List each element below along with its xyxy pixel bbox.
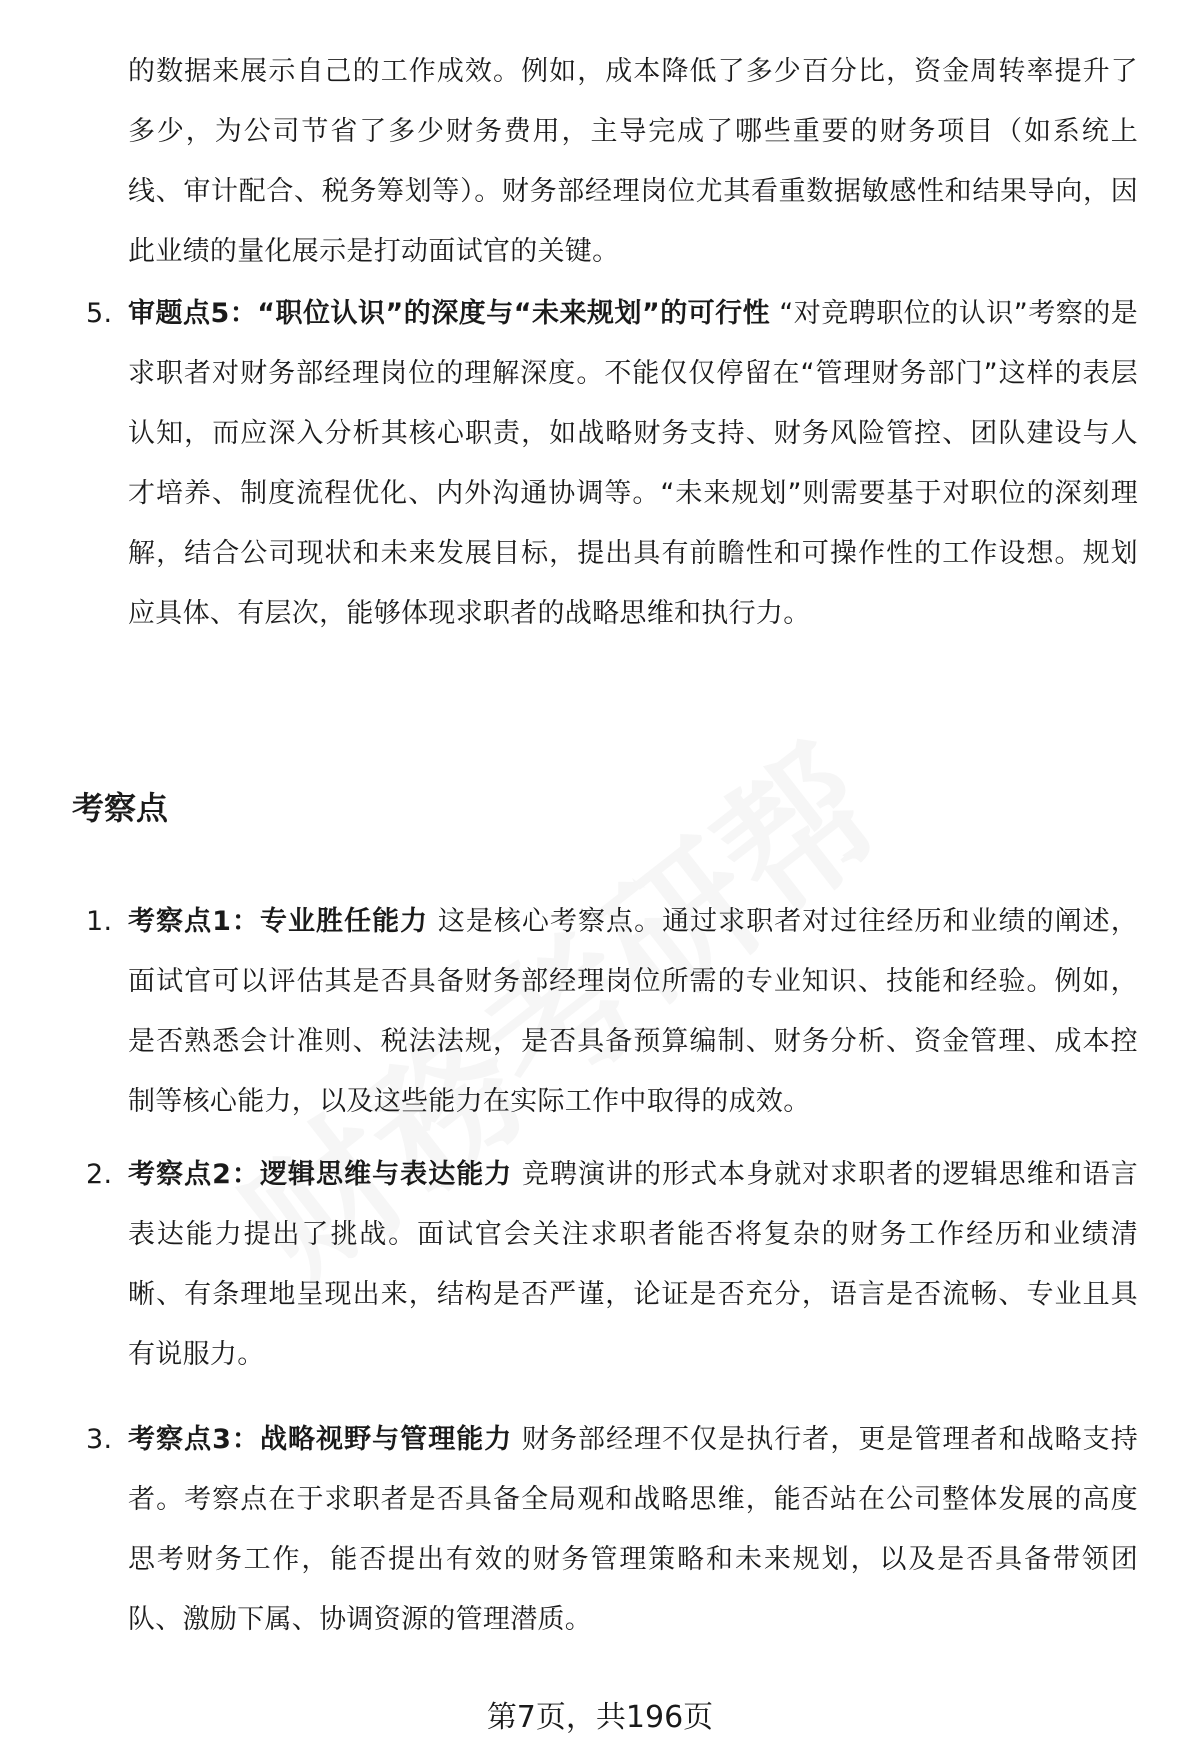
- list-item-body: [128, 892, 1138, 1132]
- list-item-body: [128, 1145, 1138, 1385]
- list-item-3: [86, 1410, 1138, 1650]
- list-number: 2.: [86, 1159, 113, 1190]
- list-item-text: 这是核心考察点。通过求职者对过往经历和业绩的阐述，面试官可以评估其是否具备财务部经理岗位所需的专业知识、技能和经验。例如，是否熟悉会计准则、税法法规，是否具备预算编制、财务分析、资金管理、成本控制等核心能力，以及这些能力在实际工作中取得的成效。: [128, 906, 1138, 1117]
- list-item-text: “对竞聘职位的认识”考察的是求职者对财务部经理岗位的理解深度。不能仅仅停留在“管理财务部门”这样的表层认知，而应深入分析其核心职责，如战略财务支持、财务风险管控、团队建设与人才培养、制度流程优化、内外沟通协调等。“未来规划”则需要基于对职位的深刻理解，结合公司现状和未来发展目标，提出具有前瞻性和可操作性的工作设想。规划应具体、有层次，能够体现求职者的战略思维和执行力。: [128, 298, 1138, 629]
- list-item-5: [86, 284, 1138, 644]
- list-item-lead: 考察点3：战略视野与管理能力: [128, 1424, 513, 1455]
- list-item-lead: 考察点2：逻辑思维与表达能力: [128, 1159, 513, 1190]
- list-item-body: [128, 284, 1138, 644]
- list-number: 3.: [86, 1424, 113, 1455]
- page-footer: 第7页，共196页: [486, 1700, 714, 1735]
- list-number: 5.: [86, 298, 113, 329]
- list-item-text: 竞聘演讲的形式本身就对求职者的逻辑思维和语言表达能力提出了挑战。面试官会关注求职者能否将复杂的财务工作经历和业绩清晰、有条理地呈现出来，结构是否严谨，论证是否充分，语言是否流畅、专业且具有说服力。: [128, 1159, 1138, 1370]
- list-number: 1.: [86, 906, 113, 937]
- list-item-lead: 审题点5：“职位认识”的深度与“未来规划”的可行性: [128, 298, 771, 329]
- section-title: 考察点: [72, 789, 169, 827]
- list-item-lead: 考察点1：专业胜任能力: [128, 906, 429, 937]
- list-item-text: 财务部经理不仅是执行者，更是管理者和战略支持者。考察点在于求职者是否具备全局观和战略思维，能否站在公司整体发展的高度思考财务工作，能否提出有效的财务管理策略和未来规划，以及是否具备带领团队、激励下属、协调资源的管理潜质。: [128, 1424, 1138, 1635]
- list-item-body: [128, 1410, 1138, 1650]
- list-item-2: [86, 1145, 1138, 1385]
- intro-paragraph: 的数据来展示自己的工作成效。例如，成本降低了多少百分比，资金周转率提升了多少，为公司节省了多少财务费用，主导完成了哪些重要的财务项目（如系统上线、审计配合、税务筹划等）。财务部经理岗位尤其看重数据敏感性和结果导向，因此业绩的量化展示是打动面试官的关键。: [128, 56, 1138, 267]
- list-item-1: [86, 892, 1138, 1132]
